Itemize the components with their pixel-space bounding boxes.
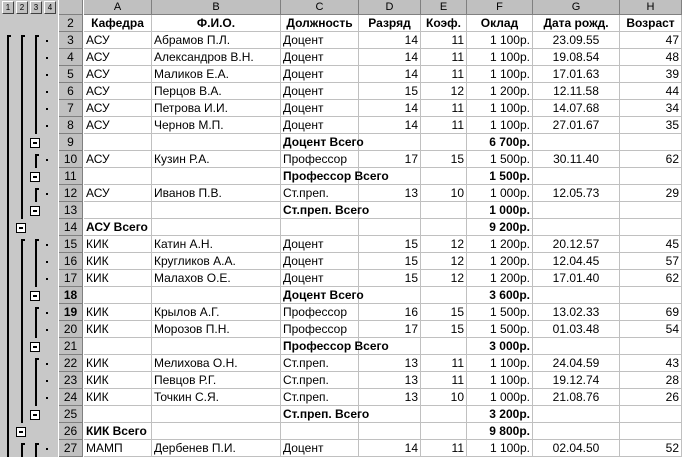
- table-cell[interactable]: 44: [620, 83, 682, 100]
- subtotal-cell[interactable]: [359, 202, 421, 219]
- table-cell[interactable]: 01.03.48: [533, 321, 620, 338]
- subtotal-cell[interactable]: [152, 168, 281, 185]
- detail-row-dot: [46, 40, 48, 42]
- subtotal-cell[interactable]: [152, 423, 281, 440]
- table-cell[interactable]: 13.02.33: [533, 304, 620, 321]
- subtotal-cell[interactable]: [84, 134, 152, 151]
- table-cell[interactable]: Маликов Е.А.: [152, 66, 281, 83]
- subtotal-cell[interactable]: [84, 168, 152, 185]
- table-cell[interactable]: КИК: [84, 236, 152, 253]
- detail-row-dot: [46, 91, 48, 93]
- row-header-3[interactable]: 3: [59, 32, 83, 49]
- table-cell[interactable]: Доцент: [281, 66, 359, 83]
- subtotal-cell[interactable]: Ст.преп. Всего: [283, 203, 370, 217]
- subtotal-cell[interactable]: [84, 202, 152, 219]
- subtotal-cell[interactable]: Профессор Всего: [283, 169, 389, 183]
- table-cell[interactable]: 1 200р.: [467, 236, 533, 253]
- subtotal-cell[interactable]: [359, 406, 421, 423]
- outline-level-1-button[interactable]: 1: [2, 1, 14, 14]
- outline-level-3-bracket: [21, 239, 23, 423]
- table-cell[interactable]: 10: [421, 185, 467, 202]
- subtotal-cell[interactable]: [359, 423, 421, 440]
- detail-row-dot: [46, 261, 48, 263]
- table-cell[interactable]: 12: [421, 83, 467, 100]
- table-cell[interactable]: 12: [421, 253, 467, 270]
- table-cell[interactable]: 34: [620, 100, 682, 117]
- outline-level-2-cap: [7, 35, 11, 37]
- table-cell[interactable]: 1 100р.: [467, 32, 533, 49]
- table-cell[interactable]: 26: [620, 389, 682, 406]
- table-cell[interactable]: КИК: [84, 389, 152, 406]
- table-cell[interactable]: АСУ: [84, 66, 152, 83]
- table-cell[interactable]: Точкин С.Я.: [152, 389, 281, 406]
- row-header-20[interactable]: 20: [59, 321, 83, 338]
- subtotal-cell[interactable]: [421, 423, 467, 440]
- detail-row-dot: [46, 329, 48, 331]
- outline-level-4-cap: [35, 443, 39, 445]
- subtotal-cell[interactable]: [421, 406, 467, 423]
- table-cell[interactable]: Абрамов П.Л.: [152, 32, 281, 49]
- table-cell[interactable]: АСУ: [84, 83, 152, 100]
- row-header-19[interactable]: 19: [59, 304, 83, 321]
- table-cell[interactable]: КИК: [84, 304, 152, 321]
- table-cell[interactable]: 12.04.45: [533, 253, 620, 270]
- outline-level-4-bracket: [35, 239, 37, 287]
- table-cell[interactable]: АСУ: [84, 151, 152, 168]
- row-header-4[interactable]: 4: [59, 49, 83, 66]
- table-cell[interactable]: 1 100р.: [467, 355, 533, 372]
- column-title-cell[interactable]: Разряд: [359, 15, 421, 32]
- outline-level-3-button[interactable]: 3: [30, 1, 42, 14]
- table-cell[interactable]: Ст.преп.: [281, 185, 359, 202]
- collapse-group-button[interactable]: [16, 427, 26, 437]
- table-cell[interactable]: Доцент: [281, 83, 359, 100]
- table-cell[interactable]: АСУ: [84, 117, 152, 134]
- subtotal-cell[interactable]: [421, 168, 467, 185]
- table-cell[interactable]: Ст.преп.: [281, 372, 359, 389]
- table-cell[interactable]: 1 100р.: [467, 117, 533, 134]
- detail-row-dot: [46, 108, 48, 110]
- table-cell[interactable]: 1 500р.: [467, 151, 533, 168]
- table-cell[interactable]: Кругликов А.А.: [152, 253, 281, 270]
- subtotal-cell[interactable]: [152, 219, 281, 236]
- table-cell[interactable]: Доцент: [281, 270, 359, 287]
- subtotal-cell[interactable]: [359, 168, 421, 185]
- outline-level-4-bracket: [35, 443, 37, 457]
- row-header-23[interactable]: 23: [59, 372, 83, 389]
- table-cell[interactable]: 54: [620, 321, 682, 338]
- table-cell[interactable]: 29: [620, 185, 682, 202]
- subtotal-cell[interactable]: [359, 338, 421, 355]
- table-cell[interactable]: 11: [421, 100, 467, 117]
- table-cell[interactable]: Мелихова О.Н.: [152, 355, 281, 372]
- row-header-9[interactable]: 9: [59, 134, 83, 151]
- table-cell[interactable]: 45: [620, 236, 682, 253]
- row-header-7[interactable]: 7: [59, 100, 83, 117]
- table-cell[interactable]: 15: [359, 270, 421, 287]
- subtotal-cell[interactable]: [281, 219, 359, 236]
- detail-row-dot: [46, 278, 48, 280]
- table-cell[interactable]: Катин А.Н.: [152, 236, 281, 253]
- subtotal-cell[interactable]: [359, 134, 421, 151]
- table-cell[interactable]: 1 200р.: [467, 270, 533, 287]
- table-cell[interactable]: 23.09.55: [533, 32, 620, 49]
- subtotal-cell[interactable]: [620, 219, 682, 236]
- detail-row-dot: [46, 244, 48, 246]
- table-cell[interactable]: Ст.преп.: [281, 355, 359, 372]
- table-cell[interactable]: 13: [359, 355, 421, 372]
- table-cell[interactable]: 57: [620, 253, 682, 270]
- table-cell[interactable]: 1 100р.: [467, 100, 533, 117]
- table-cell[interactable]: 11: [421, 440, 467, 457]
- subtotal-cell[interactable]: [533, 202, 620, 219]
- outline-level-4-cap: [35, 239, 39, 241]
- table-cell[interactable]: 12: [421, 236, 467, 253]
- column-header-F[interactable]: F: [467, 0, 533, 15]
- table-cell[interactable]: 35: [620, 117, 682, 134]
- table-cell[interactable]: 12: [421, 270, 467, 287]
- table-cell[interactable]: 1 200р.: [467, 83, 533, 100]
- outline-level-2-button[interactable]: 2: [16, 1, 28, 14]
- table-cell[interactable]: 1 100р.: [467, 440, 533, 457]
- table-cell[interactable]: 47: [620, 32, 682, 49]
- table-cell[interactable]: 39: [620, 66, 682, 83]
- outline-level-3-cap: [21, 35, 25, 37]
- subtotal-cell[interactable]: [84, 338, 152, 355]
- table-cell[interactable]: КИК: [84, 253, 152, 270]
- table-cell[interactable]: Профессор: [281, 151, 359, 168]
- subtotal-cell[interactable]: [620, 202, 682, 219]
- table-cell[interactable]: Крылов А.Г.: [152, 304, 281, 321]
- subtotal-cell[interactable]: [421, 287, 467, 304]
- outline-level-4-cap: [35, 154, 39, 156]
- column-header-D[interactable]: D: [359, 0, 421, 15]
- subtotal-cell[interactable]: [620, 134, 682, 151]
- column-title-cell[interactable]: Ф.И.О.: [152, 15, 281, 32]
- table-cell[interactable]: 1 000р.: [467, 389, 533, 406]
- table-cell[interactable]: Иванов П.В.: [152, 185, 281, 202]
- table-cell[interactable]: 19.12.74: [533, 372, 620, 389]
- table-cell[interactable]: 15: [359, 236, 421, 253]
- column-title-cell[interactable]: Дата рожд.: [533, 15, 620, 32]
- table-cell[interactable]: 62: [620, 270, 682, 287]
- row-header-25[interactable]: 25: [59, 406, 83, 423]
- table-cell[interactable]: 14: [359, 440, 421, 457]
- row-header-10[interactable]: 10: [59, 151, 83, 168]
- subtotal-cell[interactable]: [281, 423, 359, 440]
- column-header-B[interactable]: B: [152, 0, 281, 15]
- table-cell[interactable]: 13: [359, 389, 421, 406]
- row-header-13[interactable]: 13: [59, 202, 83, 219]
- subtotal-cell[interactable]: [533, 168, 620, 185]
- column-title-cell[interactable]: Кафедра: [84, 15, 152, 32]
- table-cell[interactable]: 13: [359, 185, 421, 202]
- table-cell[interactable]: Дербенев П.И.: [152, 440, 281, 457]
- subtotal-cell[interactable]: [421, 134, 467, 151]
- table-cell[interactable]: 17: [359, 151, 421, 168]
- subtotal-cell[interactable]: [359, 219, 421, 236]
- subtotal-cell[interactable]: 3 000р.: [467, 338, 533, 355]
- subtotal-cell[interactable]: 3 600р.: [467, 287, 533, 304]
- outline-level-3-cap: [21, 443, 25, 445]
- table-cell[interactable]: 27.01.67: [533, 117, 620, 134]
- table-cell[interactable]: Доцент: [281, 100, 359, 117]
- table-cell[interactable]: 14: [359, 66, 421, 83]
- subtotal-cell[interactable]: [620, 287, 682, 304]
- table-cell[interactable]: Ст.преп.: [281, 389, 359, 406]
- column-title-cell[interactable]: Коэф.: [421, 15, 467, 32]
- subtotal-cell[interactable]: [620, 168, 682, 185]
- table-cell[interactable]: Доцент: [281, 440, 359, 457]
- row-header-12[interactable]: 12: [59, 185, 83, 202]
- table-cell[interactable]: КИК: [84, 355, 152, 372]
- subtotal-cell[interactable]: [421, 219, 467, 236]
- table-cell[interactable]: 43: [620, 355, 682, 372]
- subtotal-cell[interactable]: [620, 423, 682, 440]
- subtotal-cell[interactable]: Ст.преп. Всего: [283, 407, 370, 421]
- subtotal-cell[interactable]: [620, 406, 682, 423]
- subtotal-cell[interactable]: 1 000р.: [467, 202, 533, 219]
- row-header-2[interactable]: 2: [59, 15, 83, 32]
- collapse-group-button[interactable]: [30, 138, 40, 148]
- table-cell[interactable]: Морозов П.Н.: [152, 321, 281, 338]
- collapse-group-button[interactable]: [30, 172, 40, 182]
- table-cell[interactable]: 24.04.59: [533, 355, 620, 372]
- subtotal-cell[interactable]: АСУ Всего: [84, 219, 152, 236]
- table-cell[interactable]: 17.01.63: [533, 66, 620, 83]
- detail-row-dot: [46, 74, 48, 76]
- row-header-18[interactable]: 18: [59, 287, 83, 304]
- outline-level-4-cap: [35, 307, 39, 309]
- column-header-G[interactable]: G: [533, 0, 620, 15]
- table-cell[interactable]: МАМП: [84, 440, 152, 457]
- table-cell[interactable]: Александров В.Н.: [152, 49, 281, 66]
- table-cell[interactable]: Малахов О.Е.: [152, 270, 281, 287]
- row-header-14[interactable]: 14: [59, 219, 83, 236]
- subtotal-cell[interactable]: КИК Всего: [84, 423, 152, 440]
- table-cell[interactable]: 1 100р.: [467, 49, 533, 66]
- subtotal-cell[interactable]: [533, 338, 620, 355]
- table-cell[interactable]: 16: [359, 304, 421, 321]
- column-title-cell[interactable]: Должность: [281, 15, 359, 32]
- subtotal-cell[interactable]: [152, 134, 281, 151]
- table-cell[interactable]: Профессор: [281, 304, 359, 321]
- detail-row-dot: [46, 193, 48, 195]
- outline-level-4-cap: [35, 35, 39, 37]
- outline-level-4-button[interactable]: 4: [44, 1, 56, 14]
- table-cell[interactable]: 1 500р.: [467, 304, 533, 321]
- subtotal-cell[interactable]: [152, 287, 281, 304]
- outline-level-3-cap: [21, 239, 25, 241]
- outline-level-3-bracket: [21, 35, 23, 219]
- detail-row-dot: [46, 125, 48, 127]
- collapse-group-button[interactable]: [30, 410, 40, 420]
- table-cell[interactable]: 69: [620, 304, 682, 321]
- table-cell[interactable]: АСУ: [84, 49, 152, 66]
- table-cell[interactable]: 14: [359, 49, 421, 66]
- subtotal-cell[interactable]: [533, 423, 620, 440]
- subtotal-cell[interactable]: [84, 287, 152, 304]
- table-cell[interactable]: Доцент: [281, 253, 359, 270]
- outline-level-4-cap: [35, 188, 39, 190]
- detail-row-dot: [46, 312, 48, 314]
- row-header-5[interactable]: 5: [59, 66, 83, 83]
- subtotal-cell[interactable]: [533, 134, 620, 151]
- table-cell[interactable]: 1 000р.: [467, 185, 533, 202]
- table-cell[interactable]: КИК: [84, 321, 152, 338]
- table-cell[interactable]: 14: [359, 100, 421, 117]
- table-cell[interactable]: Кузин Р.А.: [152, 151, 281, 168]
- table-cell[interactable]: 30.11.40: [533, 151, 620, 168]
- row-header-22[interactable]: 22: [59, 355, 83, 372]
- collapse-group-button[interactable]: [30, 206, 40, 216]
- table-cell[interactable]: АСУ: [84, 32, 152, 49]
- subtotal-cell[interactable]: 1 500р.: [467, 168, 533, 185]
- table-cell[interactable]: 48: [620, 49, 682, 66]
- subtotal-cell[interactable]: [152, 202, 281, 219]
- detail-row-dot: [46, 159, 48, 161]
- subtotal-cell[interactable]: [421, 338, 467, 355]
- table-cell[interactable]: 14: [359, 117, 421, 134]
- collapse-group-button[interactable]: [30, 291, 40, 301]
- table-cell[interactable]: КИК: [84, 372, 152, 389]
- row-header-26[interactable]: 26: [59, 423, 83, 440]
- table-cell[interactable]: 15: [421, 151, 467, 168]
- subtotal-cell[interactable]: [620, 338, 682, 355]
- detail-row-dot: [46, 397, 48, 399]
- table-cell[interactable]: 11: [421, 355, 467, 372]
- column-header-A[interactable]: A: [84, 0, 152, 15]
- table-cell[interactable]: 1 500р.: [467, 321, 533, 338]
- table-cell[interactable]: 12.11.58: [533, 83, 620, 100]
- outline-level-4-bracket: [35, 154, 37, 168]
- detail-row-dot: [46, 380, 48, 382]
- table-cell[interactable]: 11: [421, 32, 467, 49]
- table-cell[interactable]: 15: [421, 304, 467, 321]
- subtotal-cell[interactable]: [533, 219, 620, 236]
- detail-row-dot: [46, 57, 48, 59]
- table-cell[interactable]: 15: [359, 83, 421, 100]
- table-cell[interactable]: АСУ: [84, 100, 152, 117]
- table-cell[interactable]: 13: [359, 372, 421, 389]
- table-cell[interactable]: 11: [421, 49, 467, 66]
- column-header-E[interactable]: E: [421, 0, 467, 15]
- subtotal-cell[interactable]: Доцент Всего: [283, 288, 364, 302]
- table-cell[interactable]: 14.07.68: [533, 100, 620, 117]
- table-cell[interactable]: 21.08.76: [533, 389, 620, 406]
- column-header-H[interactable]: H: [620, 0, 682, 15]
- row-header-21[interactable]: 21: [59, 338, 83, 355]
- table-cell[interactable]: АСУ: [84, 185, 152, 202]
- subtotal-cell[interactable]: [533, 406, 620, 423]
- table-cell[interactable]: 17.01.40: [533, 270, 620, 287]
- subtotal-cell[interactable]: Профессор Всего: [283, 339, 389, 353]
- table-cell[interactable]: 11: [421, 66, 467, 83]
- outline-level-3-bracket: [21, 443, 23, 457]
- table-cell[interactable]: 15: [421, 321, 467, 338]
- subtotal-cell[interactable]: [152, 406, 281, 423]
- table-cell[interactable]: 20.12.57: [533, 236, 620, 253]
- table-cell[interactable]: Доцент: [281, 236, 359, 253]
- table-cell[interactable]: 1 100р.: [467, 66, 533, 83]
- outline-level-4-bracket: [35, 358, 37, 406]
- select-all-corner[interactable]: [59, 0, 83, 15]
- outline-level-4-bracket: [35, 35, 37, 134]
- table-cell[interactable]: 14: [359, 32, 421, 49]
- table-cell[interactable]: 02.04.50: [533, 440, 620, 457]
- table-cell[interactable]: 1 200р.: [467, 253, 533, 270]
- row-header-11[interactable]: 11: [59, 168, 83, 185]
- table-cell[interactable]: 1 100р.: [467, 372, 533, 389]
- table-cell[interactable]: Доцент: [281, 117, 359, 134]
- table-cell[interactable]: КИК: [84, 270, 152, 287]
- column-title-cell[interactable]: Возраст: [620, 15, 682, 32]
- detail-row-dot: [46, 448, 48, 450]
- outline-level-4-cap: [35, 358, 39, 360]
- outline-level-4-bracket: [35, 188, 37, 202]
- table-cell[interactable]: Доцент: [281, 32, 359, 49]
- collapse-group-button[interactable]: [30, 342, 40, 352]
- table-cell[interactable]: 12.05.73: [533, 185, 620, 202]
- row-header-16[interactable]: 16: [59, 253, 83, 270]
- table-cell[interactable]: Перцов В.А.: [152, 83, 281, 100]
- column-header-C[interactable]: C: [281, 0, 359, 15]
- table-cell[interactable]: 15: [359, 253, 421, 270]
- row-header-24[interactable]: 24: [59, 389, 83, 406]
- subtotal-cell[interactable]: 9 800р.: [467, 423, 533, 440]
- subtotal-cell[interactable]: 9 200р.: [467, 219, 533, 236]
- subtotal-cell[interactable]: 3 200р.: [467, 406, 533, 423]
- row-header-6[interactable]: 6: [59, 83, 83, 100]
- subtotal-cell[interactable]: [533, 287, 620, 304]
- collapse-group-button[interactable]: [16, 223, 26, 233]
- table-cell[interactable]: 11: [421, 372, 467, 389]
- table-cell[interactable]: 62: [620, 151, 682, 168]
- subtotal-cell[interactable]: [359, 287, 421, 304]
- table-cell[interactable]: 28: [620, 372, 682, 389]
- row-header-17[interactable]: 17: [59, 270, 83, 287]
- table-cell[interactable]: Профессор: [281, 321, 359, 338]
- table-cell[interactable]: Доцент: [281, 49, 359, 66]
- table-cell[interactable]: 52: [620, 440, 682, 457]
- detail-row-dot: [46, 363, 48, 365]
- table-cell[interactable]: Чернов М.П.: [152, 117, 281, 134]
- column-title-cell[interactable]: Оклад: [467, 15, 533, 32]
- table-cell[interactable]: 19.08.54: [533, 49, 620, 66]
- table-cell[interactable]: Петрова И.И.: [152, 100, 281, 117]
- row-header-27[interactable]: 27: [59, 440, 83, 457]
- subtotal-cell[interactable]: 6 700р.: [467, 134, 533, 151]
- subtotal-cell[interactable]: [84, 406, 152, 423]
- subtotal-cell[interactable]: [421, 202, 467, 219]
- outline-level-2-bracket: [7, 35, 9, 457]
- outline-level-4-bracket: [35, 307, 37, 338]
- row-header-15[interactable]: 15: [59, 236, 83, 253]
- table-cell[interactable]: Певцов Р.Г.: [152, 372, 281, 389]
- table-cell[interactable]: 10: [421, 389, 467, 406]
- subtotal-cell[interactable]: [152, 338, 281, 355]
- table-cell[interactable]: 11: [421, 117, 467, 134]
- row-header-8[interactable]: 8: [59, 117, 83, 134]
- table-cell[interactable]: 17: [359, 321, 421, 338]
- subtotal-cell[interactable]: Доцент Всего: [283, 135, 364, 149]
